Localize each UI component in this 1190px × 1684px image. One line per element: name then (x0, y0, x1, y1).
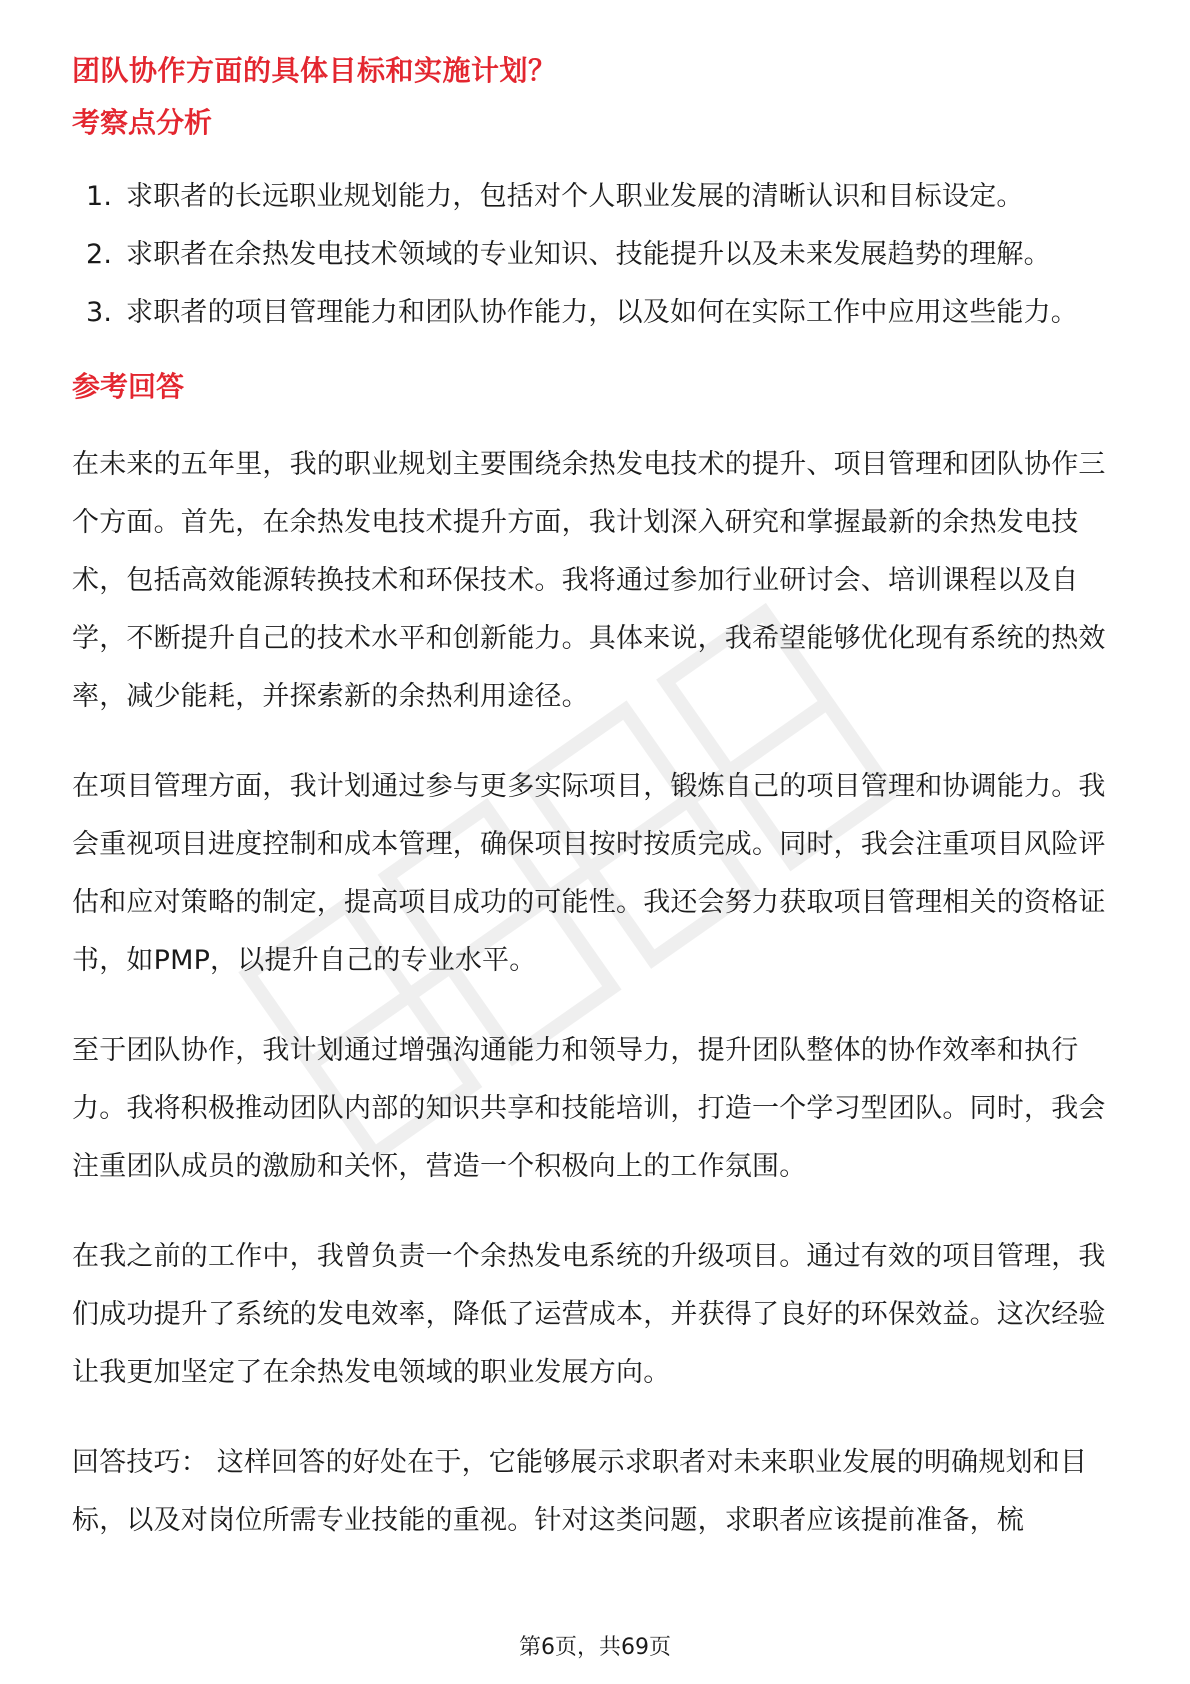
list-item (72, 284, 1112, 342)
answer-paragraph: 在项目管理方面，我计划通过参与更多实际项目，锻炼自己的项目管理和协调能力。我会重视项目进度控制和成本管理，确保项目按时按质完成。同时，我会注重项目风险评估和应对策略的制定，提高项目成功的可能性。我还会努力获取项目管理相关的资格证书，如PMP，以提升自己的专业水平。 (72, 771, 1106, 976)
answer-heading: 参考回答 (72, 370, 185, 403)
answer-paragraph: 在未来的五年里，我的职业规划主要围绕余热发电技术的提升、项目管理和团队协作三个方面。首先，在余热发电技术提升方面，我计划深入研究和掌握最新的余热发电技术，包括高效能源转换技术和环保技术。我将通过参加行业研讨会、培训课程以及自学，不断提升自己的技术水平和创新能力。具体来说，我希望能够优化现有系统的热效率，减少能耗，并探索新的余热利用途径。 (72, 449, 1106, 712)
page-number: 第6页，共69页 (519, 1635, 671, 1660)
page-title: 团队协作方面的具体目标和实施计划？ (72, 54, 557, 87)
list-item-number: 1. (86, 181, 113, 212)
answer-paragraph: 至于团队协作，我计划通过增强沟通能力和领导力，提升团队整体的协作效率和执行力。我将积极推动团队内部的知识共享和技能培训，打造一个学习型团队。同时，我会注重团队成员的激励和关怀，营造一个积极向上的工作氛围。 (72, 1035, 1106, 1182)
list-item-text: 求职者的长远职业规划能力，包括对个人职业发展的清晰认识和目标设定。 (126, 181, 1024, 212)
list-item-number: 3. (86, 297, 113, 328)
analysis-list (72, 168, 1132, 342)
list-item-text: 求职者在余热发电技术领域的专业知识、技能提升以及未来发展趋势的理解。 (126, 239, 1051, 270)
answer-paragraph: 在我之前的工作中，我曾负责一个余热发电系统的升级项目。通过有效的项目管理，我们成功提升了系统的发电效率，降低了运营成本，并获得了良好的环保效益。这次经验让我更加坚定了在余热发电领域的职业发展方向。 (72, 1241, 1106, 1388)
analysis-heading: 考察点分析 (72, 106, 213, 139)
list-item (72, 168, 1112, 226)
page-content (72, 48, 1132, 1550)
list-item (72, 226, 1112, 284)
list-item-number: 2. (86, 239, 113, 270)
answer-tips-paragraph: 回答技巧： 这样回答的好处在于，它能够展示求职者对未来职业发展的明确规划和目标，以及对岗位所需专业技能的重视。针对这类问题，求职者应该提前准备，梳 (72, 1447, 1088, 1536)
list-item-text: 求职者的项目管理能力和团队协作能力，以及如何在实际工作中应用这些能力。 (126, 297, 1078, 328)
